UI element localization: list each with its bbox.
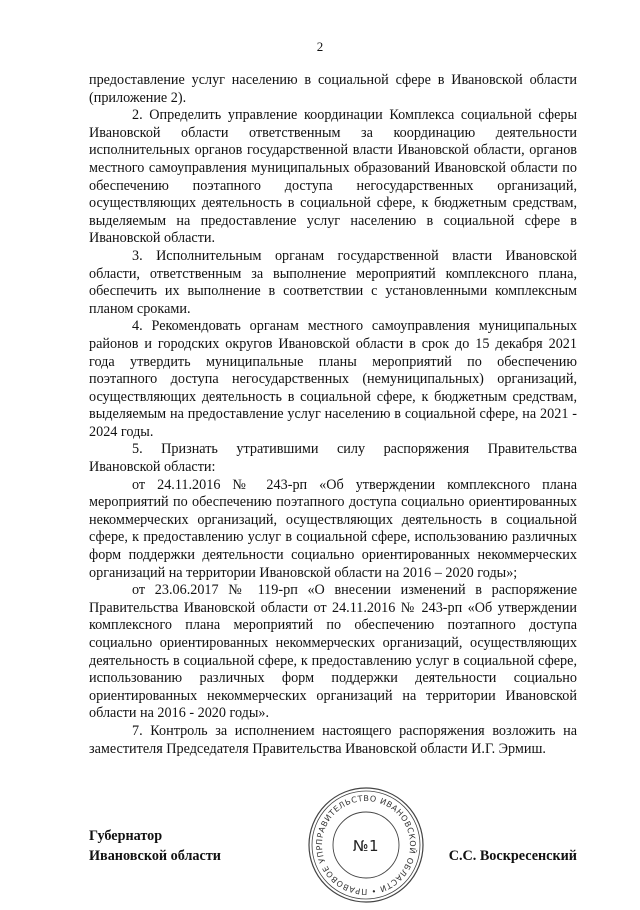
paragraph-continuation: предоставление услуг населению в социальной сфере в Ивановской области (приложение 2). <box>89 72 577 106</box>
document-body <box>89 72 577 758</box>
paragraph-item-2: 2. Определить управление координации Комплекса социальной сферы Ивановской области ответственным за координацию деятельности исполнительных органов государственной власти Ивановской области, органов местного самоуправления муниципальных образований Ивановской области по обеспечению поэтапного доступа негосударственных организаций, осуществляющих деятельность в социальной сфере, к бюджетным средствам, выделяемым на предоставление услуг населению в социальной сфере в Ивановской области. <box>89 107 577 247</box>
signatory-title-line2: Ивановской области <box>89 848 221 864</box>
paragraph-repeal-1: от 24.11.2016 № 243-рп «Об утверждении комплексного плана мероприятий по обеспечению поэтапного доступа социально ориентированных некоммерческих организаций, осуществляющих деятельность в социальной сфере, к предоставлению услуг в социальной сфере, использованию различных форм поддержки деятельности социально ориентированных некоммерческих организаций на территории Ивановской области на 2016 – 2020 годы»; <box>89 476 577 581</box>
official-stamp <box>307 786 425 904</box>
paragraph-item-5: 5. Признать утратившими силу распоряжения Правительства Ивановской области: <box>89 441 577 476</box>
stamp-number: №1 <box>352 837 380 855</box>
signatory-title <box>89 826 221 866</box>
signatory-title-line1: Губернатор <box>89 828 163 844</box>
signatory-name: С.С. Воскресенский <box>448 848 577 864</box>
page-number: 2 <box>316 39 324 54</box>
paragraph-repeal-2: от 23.06.2017 № 119-рп «О внесении изменений в распоряжение Правительства Ивановской области от 24.11.2016 № 243-рп «Об утверждении комплексного плана мероприятий по обеспечению поэтапного доступа социально ориентированных некоммерческих организаций, осуществляющих деятельность в социальной сфере, к предоставлению услуг в социальной сфере, использованию различных форм поддержки деятельности социально ориентированных некоммерческих организаций на территории Ивановской области на 2016 - 2020 годы». <box>89 582 577 722</box>
paragraph-item-3: 3. Исполнительным органам государственной власти Ивановской области, ответственным за выполнение мероприятий комплексного плана, обеспечить их выполнение в соответствии с установленными комплексным планом сроками. <box>89 247 577 317</box>
paragraph-item-7: 7. Контроль за исполнением настоящего распоряжения возложить на заместителя Председателя Правительства Ивановской области И.Г. Эрмиш. <box>89 722 577 757</box>
paragraph-item-4: 4. Рекомендовать органам местного самоуправления муниципальных районов и городских округов Ивановской области в срок до 15 декабря 2021 года утвердить муниципальные планы мероприятий по обеспечению поэтапного доступа негосударственных (немуниципальных) организаций, осуществляющих деятельность в социальной сфере, к бюджетным средствам, выделяемым на предоставление услуг населению в социальной сфере, на 2021 - 2024 годы. <box>89 318 577 440</box>
svg-text:ПРАВИТЕЛЬСТВО ИВАНОВСКОЙ ОБЛАС: ПРАВИТЕЛЬСТВО ИВАНОВСКОЙ ОБЛАСТИ • ПРАВОВОЕ УПР <box>314 793 418 897</box>
